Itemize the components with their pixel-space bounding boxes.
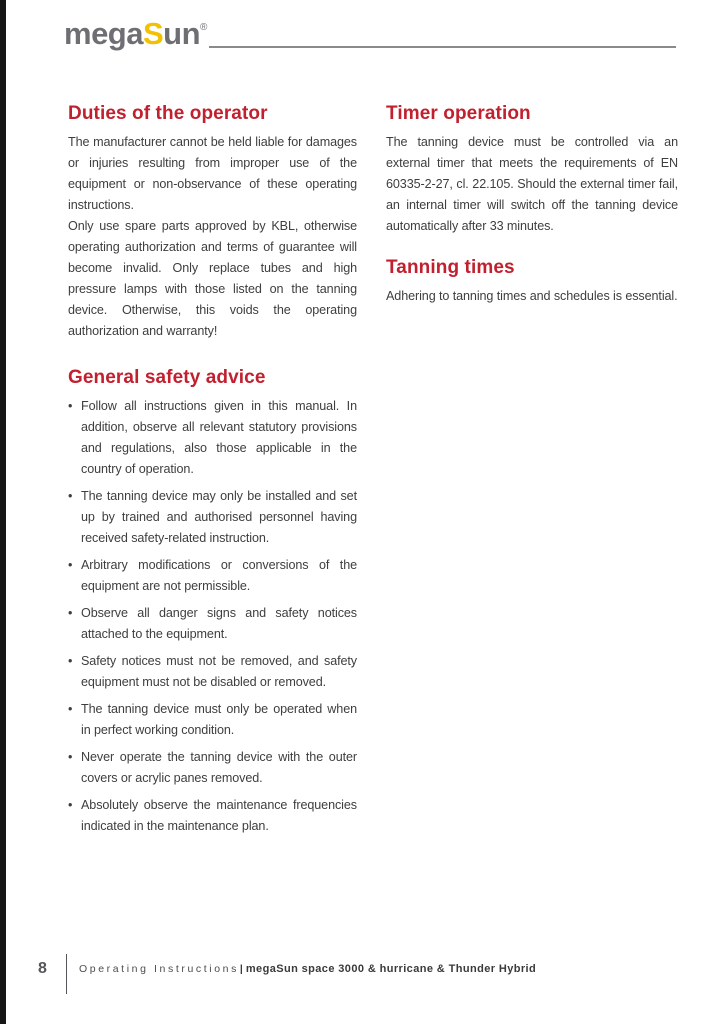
list-item: • Follow all instructions given in this manual. In addition, observe all relevant statutory provisions and regulations, also those applicable in the country of operation.	[68, 396, 357, 480]
footer-separator: |	[239, 963, 243, 975]
page-header	[64, 18, 676, 49]
megasun-logo	[64, 18, 207, 49]
doc-title: megaSun space 3000 & hurricane & Thunder Hybrid	[245, 963, 537, 975]
header-rule	[209, 46, 676, 48]
footer-text	[79, 963, 536, 975]
section-timer-operation	[386, 104, 678, 237]
paragraph: Adhering to tanning times and schedules is essential.	[386, 289, 678, 303]
section-heading: Duties of the operator	[68, 103, 268, 124]
section-duties-of-the-operator	[68, 104, 357, 342]
registered-trademark-icon: ®	[200, 22, 208, 33]
logo-text-un: un	[163, 16, 201, 51]
logo-accent-letter: S	[142, 16, 164, 51]
right-column	[386, 104, 678, 307]
list-item: • Absolutely observe the maintenance frequencies indicated in the maintenance plan.	[68, 795, 357, 837]
doc-label: Operating Instructions	[79, 963, 239, 975]
section-heading: Tanning times	[386, 257, 515, 278]
safety-bullet-list	[68, 396, 357, 837]
list-item: • Safety notices must not be removed, and safety equipment must not be disabled or removed.	[68, 651, 357, 693]
list-item: • The tanning device may only be installed and set up by trained and authorised personnel having received safety-related instruction.	[68, 486, 357, 549]
section-tanning-times	[386, 258, 678, 307]
list-item: • The tanning device must only be operated when in perfect working condition.	[68, 699, 357, 741]
paragraph: The manufacturer cannot be held liable for damages or injuries resulting from improper use of the equipment or non-observance of these operating instructions.	[68, 135, 357, 212]
left-column	[68, 104, 357, 843]
list-item: • Never operate the tanning device with the outer covers or acrylic panes removed.	[68, 747, 357, 789]
list-item: • Observe all danger signs and safety notices attached to the equipment.	[68, 603, 357, 645]
page-footer	[0, 948, 724, 994]
section-general-safety-advice	[68, 368, 357, 837]
paragraph: Only use spare parts approved by KBL, otherwise operating authorization and terms of guarantee will become invalid. Only replace tubes and high pressure lamps with those listed on the tanning device. Otherwise, this voids the operating authorization and warranty!	[68, 219, 357, 338]
page-number: 8	[38, 960, 48, 977]
list-item: • Arbitrary modifications or conversions of the equipment are not permissible.	[68, 555, 357, 597]
footer-divider	[66, 954, 67, 994]
logo-text-mega: mega	[64, 16, 143, 51]
section-heading: Timer operation	[386, 103, 531, 124]
page-scan-edge	[0, 0, 6, 1024]
section-heading: General safety advice	[68, 367, 266, 388]
paragraph: The tanning device must be controlled via an external timer that meets the requirements of EN 60335-2-27, cl. 22.105. Should the external timer fail, an internal timer will switch off the tanning device automatically after 33 minutes.	[386, 135, 678, 233]
